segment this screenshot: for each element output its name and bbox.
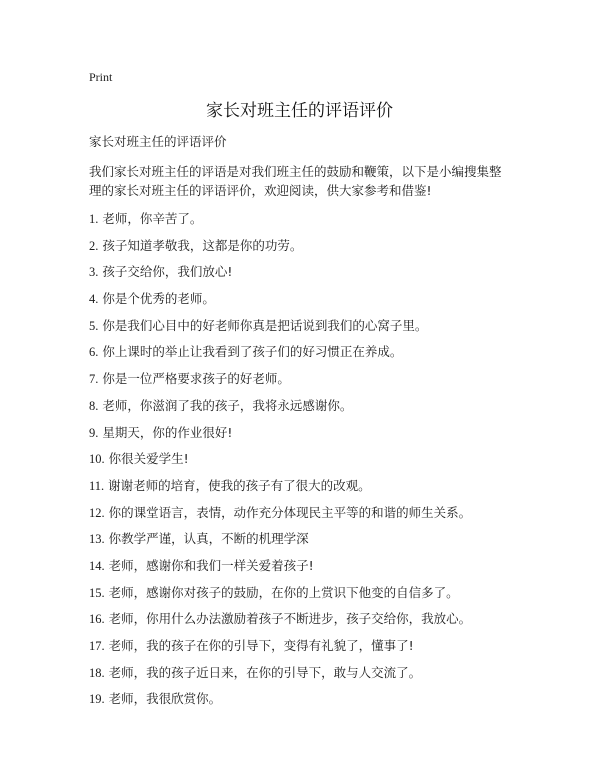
item-text: 老师，我的孩子近日来，在你的引导下，敢与人交流了。 xyxy=(108,664,422,680)
item-number: 4. xyxy=(89,292,99,307)
item-number: 7. xyxy=(89,372,99,387)
item-text: 你是我们心目中的好老师你真是把话说到我们的心窝子里。 xyxy=(102,317,428,333)
item-number: 16. xyxy=(89,612,105,627)
document-subtitle: 家长对班主任的评语评价 xyxy=(89,134,227,149)
item-text: 老师，我很欣赏你。 xyxy=(108,691,222,707)
list-item xyxy=(89,451,510,467)
list-item xyxy=(89,531,510,547)
item-number: 10. xyxy=(89,452,105,467)
list-item xyxy=(89,211,510,227)
item-text: 孩子知道孝敬我，这都是你的功劳。 xyxy=(102,237,303,253)
item-text: 老师，我的孩子在你的引导下，变得有礼貌了，懂事了! xyxy=(108,638,414,653)
list-item xyxy=(89,371,510,387)
item-number: 13. xyxy=(89,532,105,547)
list-item xyxy=(89,505,510,521)
intro-paragraph: 我们家长对班主任的评语是对我们班主任的鼓励和鞭策，以下是小编搜集整理的家长对班主任的评语评价，欢迎阅读，供大家参考和借鉴! xyxy=(89,164,502,198)
comment-list xyxy=(89,211,510,707)
list-item xyxy=(89,611,510,627)
item-number: 12. xyxy=(89,505,105,520)
list-item xyxy=(89,691,510,707)
item-text: 你很关爱学生! xyxy=(108,451,189,467)
list-item xyxy=(89,665,510,681)
item-text: 你是个优秀的老师。 xyxy=(102,291,215,307)
item-text: 星期天，你的作业很好! xyxy=(102,424,233,440)
list-item xyxy=(89,318,510,334)
item-number: 17. xyxy=(89,639,105,653)
item-text: 孩子交给你，我们放心! xyxy=(102,264,233,280)
item-number: 2. xyxy=(89,238,99,253)
item-text: 你是一位严格要求孩子的好老师。 xyxy=(102,371,290,387)
item-number: 15. xyxy=(89,585,105,600)
item-number: 11. xyxy=(89,478,105,493)
item-number: 19. xyxy=(89,692,105,707)
item-number: 18. xyxy=(89,665,105,680)
item-number: 3. xyxy=(89,265,99,280)
item-number: 14. xyxy=(89,558,105,573)
list-item xyxy=(89,585,510,601)
page-title: 家长对班主任的评语评价 xyxy=(206,101,393,121)
item-number: 9. xyxy=(89,425,99,440)
list-item xyxy=(89,264,510,280)
item-text: 老师，你滋润了我的孩子，我将永远感谢你。 xyxy=(102,397,353,413)
item-number: 1. xyxy=(89,212,99,226)
list-item xyxy=(89,558,510,574)
list-item xyxy=(89,344,510,360)
item-text: 你教学严谨，认真，不断的机理学深 xyxy=(108,531,309,547)
item-text: 老师，感谢你和我们一样关爱着孩子! xyxy=(108,557,314,573)
item-number: 6. xyxy=(89,345,99,360)
item-text: 你上课时的举止让我看到了孩子们的好习惯正在养成。 xyxy=(102,344,403,360)
item-text: 老师，你用什么办法激励着孩子不断进步，孩子交给你，我放心。 xyxy=(108,611,472,627)
list-item xyxy=(89,291,510,307)
list-item xyxy=(89,398,510,414)
print-link[interactable]: Print xyxy=(89,70,113,84)
list-item xyxy=(89,238,510,254)
item-number: 5. xyxy=(89,318,99,333)
item-text: 老师，感谢你对孩子的鼓励，在你的上赏识下他变的自信多了。 xyxy=(108,584,459,600)
list-item xyxy=(89,478,510,494)
item-number: 8. xyxy=(89,398,99,413)
list-item xyxy=(89,638,510,654)
list-item xyxy=(89,425,510,441)
item-text: 老师，你辛苦了。 xyxy=(102,211,203,226)
item-text: 谢谢老师的培育，使我的孩子有了很大的改观。 xyxy=(108,477,371,493)
item-text: 你的课堂语言，表情，动作充分体现民主平等的和谐的师生关系。 xyxy=(108,504,472,520)
